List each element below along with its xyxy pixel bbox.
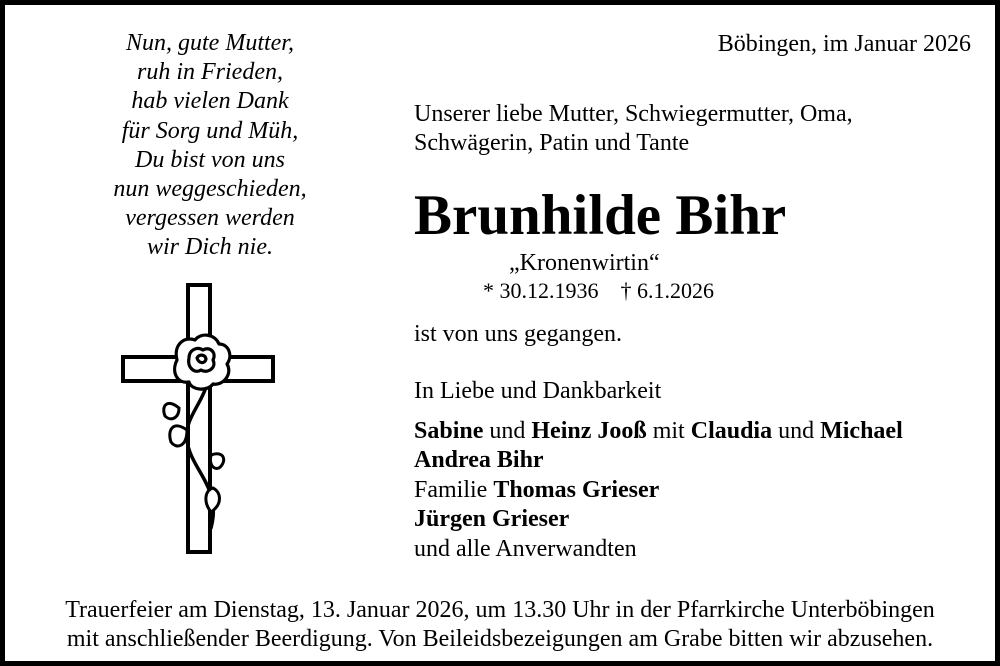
poem-line: Du bist von uns [135, 146, 285, 173]
mourner-name: Thomas Grieser [493, 476, 660, 503]
birth-date: * 30.12.1936 [483, 278, 599, 303]
mourner-name: Heinz Jooß [531, 418, 647, 444]
mourner-joiner: mit [646, 418, 691, 444]
funeral-notice-line: mit anschließender Beerdigung. Von Beileidsbezeigungen am Grabe bitten wir abzusehen. [66, 626, 934, 652]
cross-with-rose-icon [115, 280, 285, 565]
mourner-name: Claudia [690, 418, 773, 444]
intro-line: Unserer liebe Mutter, Schwiegermutter, Oma, [414, 101, 853, 127]
rose-bud [206, 488, 220, 512]
funeral-notice-line: Trauerfeier am Dienstag, 13. Januar 2026, um 13.30 Uhr in der Pfarrkirche Unterböbingen [65, 597, 935, 623]
intro-text [414, 100, 853, 158]
mourner-row [414, 446, 903, 475]
mourner-joiner: und [772, 418, 821, 444]
poem-line: für Sorg und Müh, [121, 117, 299, 144]
mourner-name: Sabine [414, 418, 484, 444]
poem-line: nun weggeschieden, [113, 176, 307, 203]
mourner-row [414, 505, 903, 534]
funeral-notice [5, 596, 995, 654]
poem-line: Nun, gute Mutter, [126, 30, 294, 56]
death-date: † 6.1.2026 [620, 278, 714, 303]
deceased-nickname: „Kronenwirtin“ [509, 250, 660, 276]
mourner-name: Andrea Bihr [414, 447, 544, 474]
life-dates [483, 277, 714, 305]
poem-line: wir Dich nie. [147, 234, 273, 261]
mourner-name: Michael [820, 418, 903, 444]
poem-line: vergessen werden [125, 205, 295, 232]
poem-line: hab vielen Dank [131, 88, 289, 115]
intro-line: Schwägerin, Patin und Tante [414, 130, 690, 156]
passed-away-text: ist von uns gegangen. [414, 321, 622, 347]
rose-leaf [170, 426, 187, 446]
rose-blossom [175, 335, 230, 389]
poem-line: ruh in Frieden, [137, 59, 283, 86]
mourners-list [414, 417, 903, 564]
rose-leaf [210, 454, 223, 469]
deceased-name: Brunhilde Bihr [414, 184, 787, 247]
poem [65, 29, 355, 263]
mourner-row [414, 417, 903, 446]
gratitude-line: In Liebe und Dankbarkeit [414, 378, 662, 404]
mourner-row [414, 476, 903, 505]
cross-shape [123, 285, 273, 552]
mourner-joiner: und [483, 418, 532, 444]
mourner-row: und alle Anverwandten [414, 535, 637, 562]
rose-leaf [164, 403, 179, 418]
place-date: Böbingen, im Januar 2026 [717, 31, 971, 57]
mourner-prefix: Familie [414, 476, 494, 503]
mourner-name: Jürgen Grieser [414, 506, 570, 533]
